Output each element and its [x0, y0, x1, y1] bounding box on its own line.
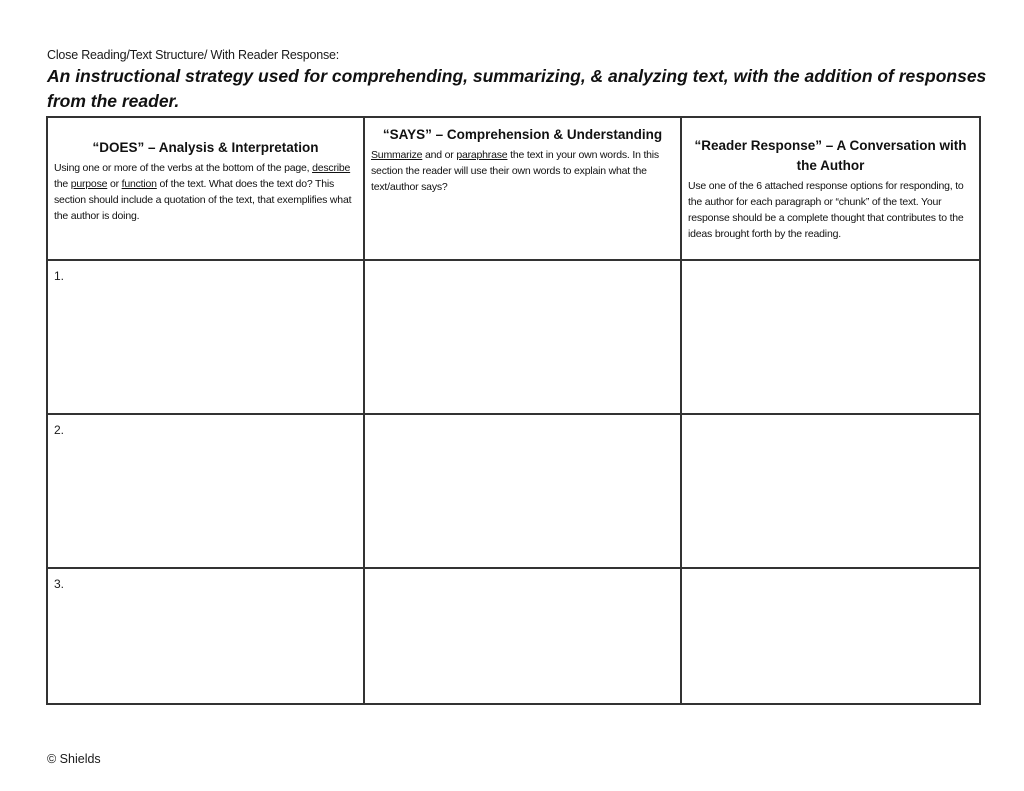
desc-text: the text in your own words. In this section the reader will use their own words to explain what the text/author says? [371, 149, 659, 193]
row-number-label: 2. [54, 423, 65, 437]
desc-text: or [107, 178, 122, 190]
table-header-row [47, 117, 980, 260]
desc-text: of the text. What does the text do? This section should include a quotation of the text, that exemplifies what the author is doing. [54, 178, 352, 222]
row-1-does-cell[interactable] [47, 260, 364, 414]
header-says-description [371, 147, 674, 195]
copyright-footer: © Shields [47, 752, 101, 766]
desc-text: the [54, 178, 71, 190]
header-does [47, 117, 364, 260]
table-row [47, 260, 980, 414]
row-number-label: 1. [54, 269, 65, 283]
desc-underlined-describe: describe [312, 162, 351, 174]
header-reader-response-title: “Reader Response” – A Conversation with the Author [694, 138, 967, 173]
row-3-does-cell[interactable] [47, 568, 364, 704]
desc-underlined-paraphrase: paraphrase [456, 149, 508, 161]
desc-underlined-purpose: purpose [70, 178, 108, 190]
desc-text: and or [422, 149, 457, 161]
row-3-reader-response-cell[interactable] [681, 568, 980, 704]
row-number-label: 3. [54, 577, 65, 591]
header-says [364, 117, 681, 260]
row-2-does-cell[interactable] [47, 414, 364, 568]
desc-text: Using one or more of the verbs at the bottom of the page, [54, 162, 313, 174]
close-reading-table [46, 116, 981, 705]
page-title: An instructional strategy used for comprehending, summarizing, & analyzing text, with the addition of responses from the reader. [47, 66, 987, 111]
row-3-says-cell[interactable] [364, 568, 681, 704]
header-does-title: “DOES” – Analysis & Interpretation [92, 140, 319, 155]
table-row [47, 568, 980, 704]
page-subtitle: Close Reading/Text Structure/ With Reader Response: [47, 48, 340, 62]
header-reader-response-description: Use one of the 6 attached response options for responding, to the author for each paragraph or “chunk” of the text. Your response should be a complete thought that contributes to the ideas brought forth by the reading. [688, 180, 964, 240]
table-row [47, 414, 980, 568]
header-says-title: “SAYS” – Comprehension & Understanding [382, 127, 663, 142]
row-1-says-cell[interactable] [364, 260, 681, 414]
row-1-reader-response-cell[interactable] [681, 260, 980, 414]
header-reader-response [681, 117, 980, 260]
row-2-says-cell[interactable] [364, 414, 681, 568]
row-2-reader-response-cell[interactable] [681, 414, 980, 568]
header-does-description [54, 160, 357, 224]
desc-underlined-function: function [121, 178, 157, 190]
desc-underlined-summarize: Summarize [371, 149, 423, 161]
